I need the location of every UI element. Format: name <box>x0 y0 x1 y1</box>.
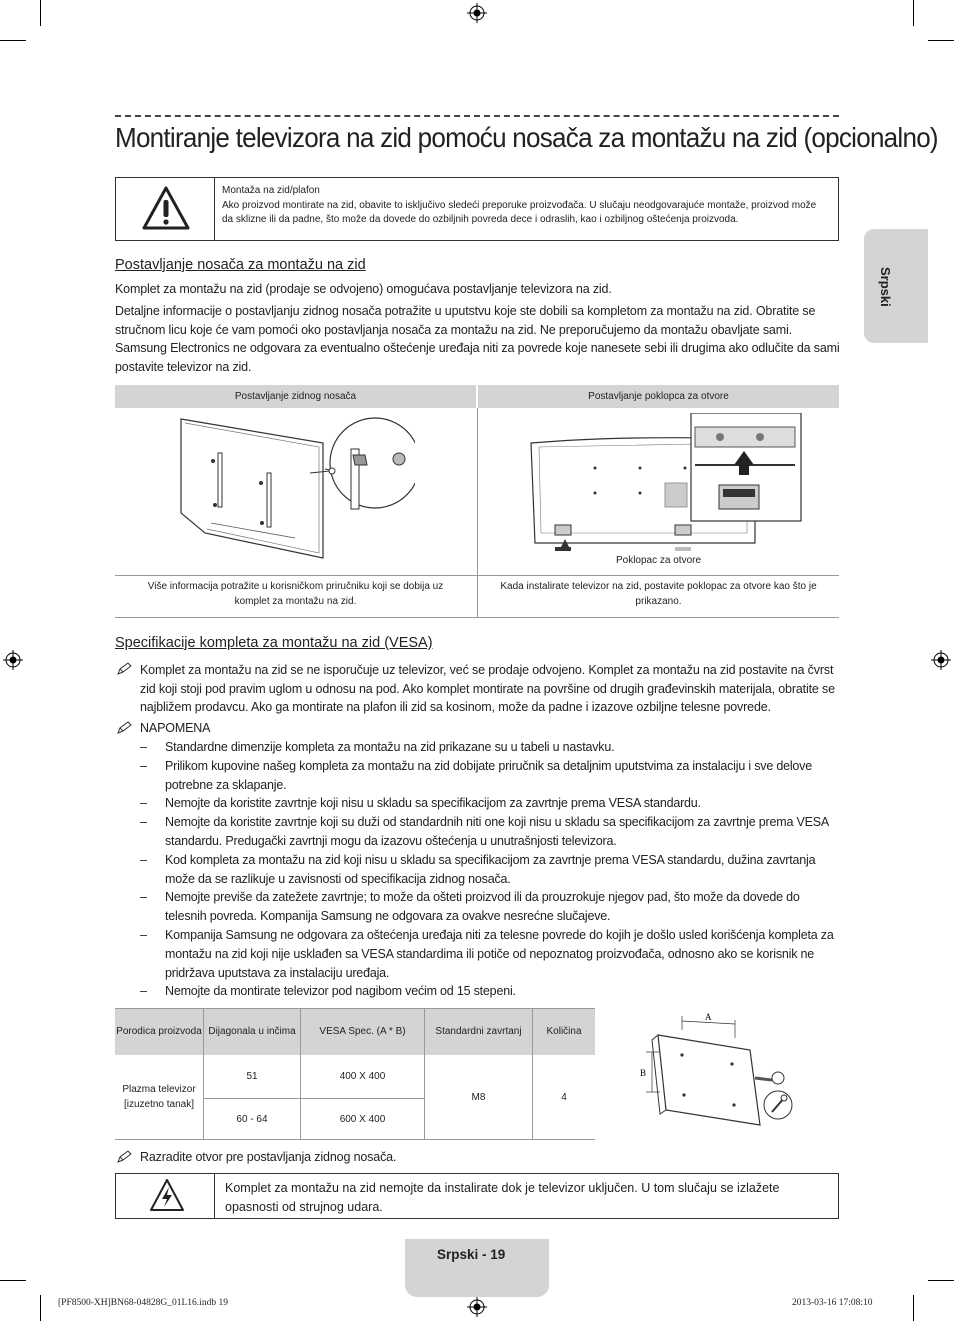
table-cell: 51 <box>246 1071 258 1082</box>
crop-mark <box>928 40 954 41</box>
table-header: Količina <box>533 1009 595 1055</box>
list-item: – Standardne dimenzije kompleta za montažu na zid prikazane su u tabeli u nastavku. <box>140 738 840 757</box>
table-header: Porodica proizvoda <box>115 1009 203 1055</box>
crop-mark <box>0 1280 26 1281</box>
table-header: Standardni zavrtanj <box>425 1009 532 1055</box>
footer-file-info: [PF8500-XH]BN68-04828G_01L16.indb 19 <box>58 1298 228 1308</box>
list-item: – Nemojte da koristite zavrtnje koji nisu u skladu sa specifikacijom za zavrtnje prema VESA standardu. <box>140 794 840 813</box>
table-cell: 60 - 64 <box>236 1113 268 1125</box>
cover-note: Kada instalirate televizor na zid, postavite poklopac za otvore kao što je prikazano. <box>500 581 817 607</box>
list-item: – Kod kompleta za montažu na zid koji nisu u skladu sa specifikacijom za zavrtnje prema VESA standardu, dužina zavrtanja može da se razlikuje u zavisnosti od specifikacija zidnog nosača. <box>140 851 840 889</box>
table-cell-qty: 4 <box>561 1091 567 1103</box>
table-header: VESA Spec. (A * B) <box>301 1009 424 1055</box>
crop-mark <box>928 1280 954 1281</box>
warning-heading: Montaža na zid/plafon <box>222 185 320 196</box>
section-heading-vesa: Specifikacije kompleta za montažu na zid (VESA) <box>115 635 433 651</box>
note-pencil-icon <box>116 1150 132 1164</box>
dimension-b-label: B <box>640 1068 647 1078</box>
crop-mark <box>913 0 914 26</box>
warning-box <box>115 177 839 241</box>
vesa-note-1: Komplet za montažu na zid se ne isporučuje uz televizor, već se prodaje odvojeno. Komplet za montažu na zid postavite na čvrst zid koji stoji pod pravim uglom u odnosu na pod. Ako komplet montirate na površine od drugih građevinskih materijala, obratite se najbližem prodavcu. Ako ga montirate na plafon ili zid sa kosinom, može da padne i izazove ozbiljne telesne povrede. <box>140 663 835 714</box>
bracket-note: Više informacija potražite u korisničkom priručniku koji se dobija uz komplet za montažu na zid. <box>147 581 444 607</box>
footer-timestamp: 2013-03-16 17:08:10 <box>792 1298 873 1308</box>
list-item: – Nemojte da koristite zavrtnje koji su duži od standardnih niti one koji nisu u skladu sa specifikacijom za zavrtnje prema VESA standardu. Predugački zavrtnji mogu da izazovu oštećenja u unutrašnjosti televizora. <box>140 813 840 851</box>
list-item: – Prilikom kupovine našeg kompleta za montažu na zid dobijate priručnik sa detaljnim uputstvima za instalaciju i sve delove potrebne za sklapanje. <box>140 757 840 795</box>
language-side-tab <box>864 229 928 343</box>
electric-shock-icon <box>149 1178 185 1212</box>
table-cell: 400 X 400 <box>339 1071 386 1082</box>
page-number-tab <box>405 1239 549 1297</box>
registration-mark-icon <box>931 650 951 670</box>
side-tab-label: Srpski <box>878 267 893 307</box>
section-heading-install: Postavljanje nosača za montažu na zid <box>115 257 366 273</box>
list-item: – Kompanija Samsung ne odgovara za oštećenja uređaja niti za telesne povrede do kojih je došlo usled korišćenja kompleta za montažu na zid koji nije usklađen sa VESA standardima ili potiče od nepoznatog proizvođača, odnosno ako se korisnik ne pridržava uputstava za instalaciju uređaja. <box>140 926 840 982</box>
table-cell-family: Plazma televizor [izuzetno tanak] <box>122 1084 196 1110</box>
table-cell-screw: M8 <box>471 1091 486 1103</box>
registration-mark-icon <box>467 1297 487 1317</box>
note-label: NAPOMENA <box>140 721 211 735</box>
list-item: – Nemojte previše da zatežete zavrtnje; to može da ošteti proizvod ili da prouzrokuje njegov pad, što može da dovede do telesnih povreda. Kompanija Samsung ne odgovara za ovakve nesrećne slučajeve. <box>140 888 840 926</box>
paragraph-intro: Komplet za montažu na zid (prodaje se odvojeno) omogućava postavljanje televizora na zid. <box>115 282 612 296</box>
crop-mark <box>913 1295 914 1321</box>
table-header-cover: Postavljanje poklopca za otvore <box>478 385 839 408</box>
paragraph-details: Detaljne informacije o postavljanju zidnog nosača potražite u uputstvu koje ste dobili sa kompletom za montažu na zid. Obratite se stručnom licu koje će vam pomoći oko postavljanja nosača za montažu na zid. Ne preporučujemo da montažu obavljate sami. Samsung Electronics ne odgovara za eventualno oštećenje uređaja niti za povrede koje nanesete sebi ili drugima ako odlučite da sami postavite televizor na zid. <box>115 304 840 374</box>
title-rule <box>115 115 839 117</box>
install-table <box>115 385 839 618</box>
vesa-dimension-diagram <box>630 1010 805 1135</box>
notes-list <box>140 738 840 1001</box>
registration-mark-icon <box>3 650 23 670</box>
shock-warning-text: Komplet za montažu na zid nemojte da instalirate dok je televizor uključen. U tom slučaju se izlažete opasnosti od strujnog udara. <box>225 1181 780 1214</box>
table-header: Dijagonala u inčima <box>204 1009 300 1055</box>
table-header-bracket: Postavljanje zidnog nosača <box>115 385 476 408</box>
warning-body: Ako proizvod montirate na zid, obavite to isključivo sledeći preporuke proizvođača. U slučaju neodgovarajuće montaže, proizvod može da sklizne ili da padne, što može da dovede do ozbiljnih povreda dece i odraslih, kao i ozbiljnog oštećenja proizvoda. <box>222 199 817 225</box>
page-number: Srpski - 19 <box>437 1247 506 1262</box>
shock-warning-box <box>115 1173 839 1219</box>
registration-mark-icon <box>467 3 487 23</box>
hole-cover-diagram <box>525 413 825 553</box>
hole-cover-label: Poklopac za otvore <box>615 555 702 566</box>
crop-mark <box>40 0 41 26</box>
drill-note: Razradite otvor pre postavljanja zidnog nosača. <box>140 1150 397 1164</box>
note-pencil-icon <box>116 662 132 676</box>
dimension-a-label: A <box>705 1012 712 1022</box>
page-title: Montiranje televizora na zid pomoću nosača za montažu na zid (opcionalno) <box>115 122 938 153</box>
table-cell: 600 X 400 <box>339 1113 386 1125</box>
crop-mark <box>0 40 26 41</box>
wall-bracket-diagram <box>175 413 415 563</box>
warning-triangle-icon <box>142 185 190 231</box>
vesa-spec-table <box>115 1008 595 1140</box>
list-item: – Nemojte da montirate televizor pod nagibom većim od 15 stepeni. <box>140 982 840 1001</box>
crop-mark <box>40 1295 41 1321</box>
note-pencil-icon <box>116 721 132 735</box>
